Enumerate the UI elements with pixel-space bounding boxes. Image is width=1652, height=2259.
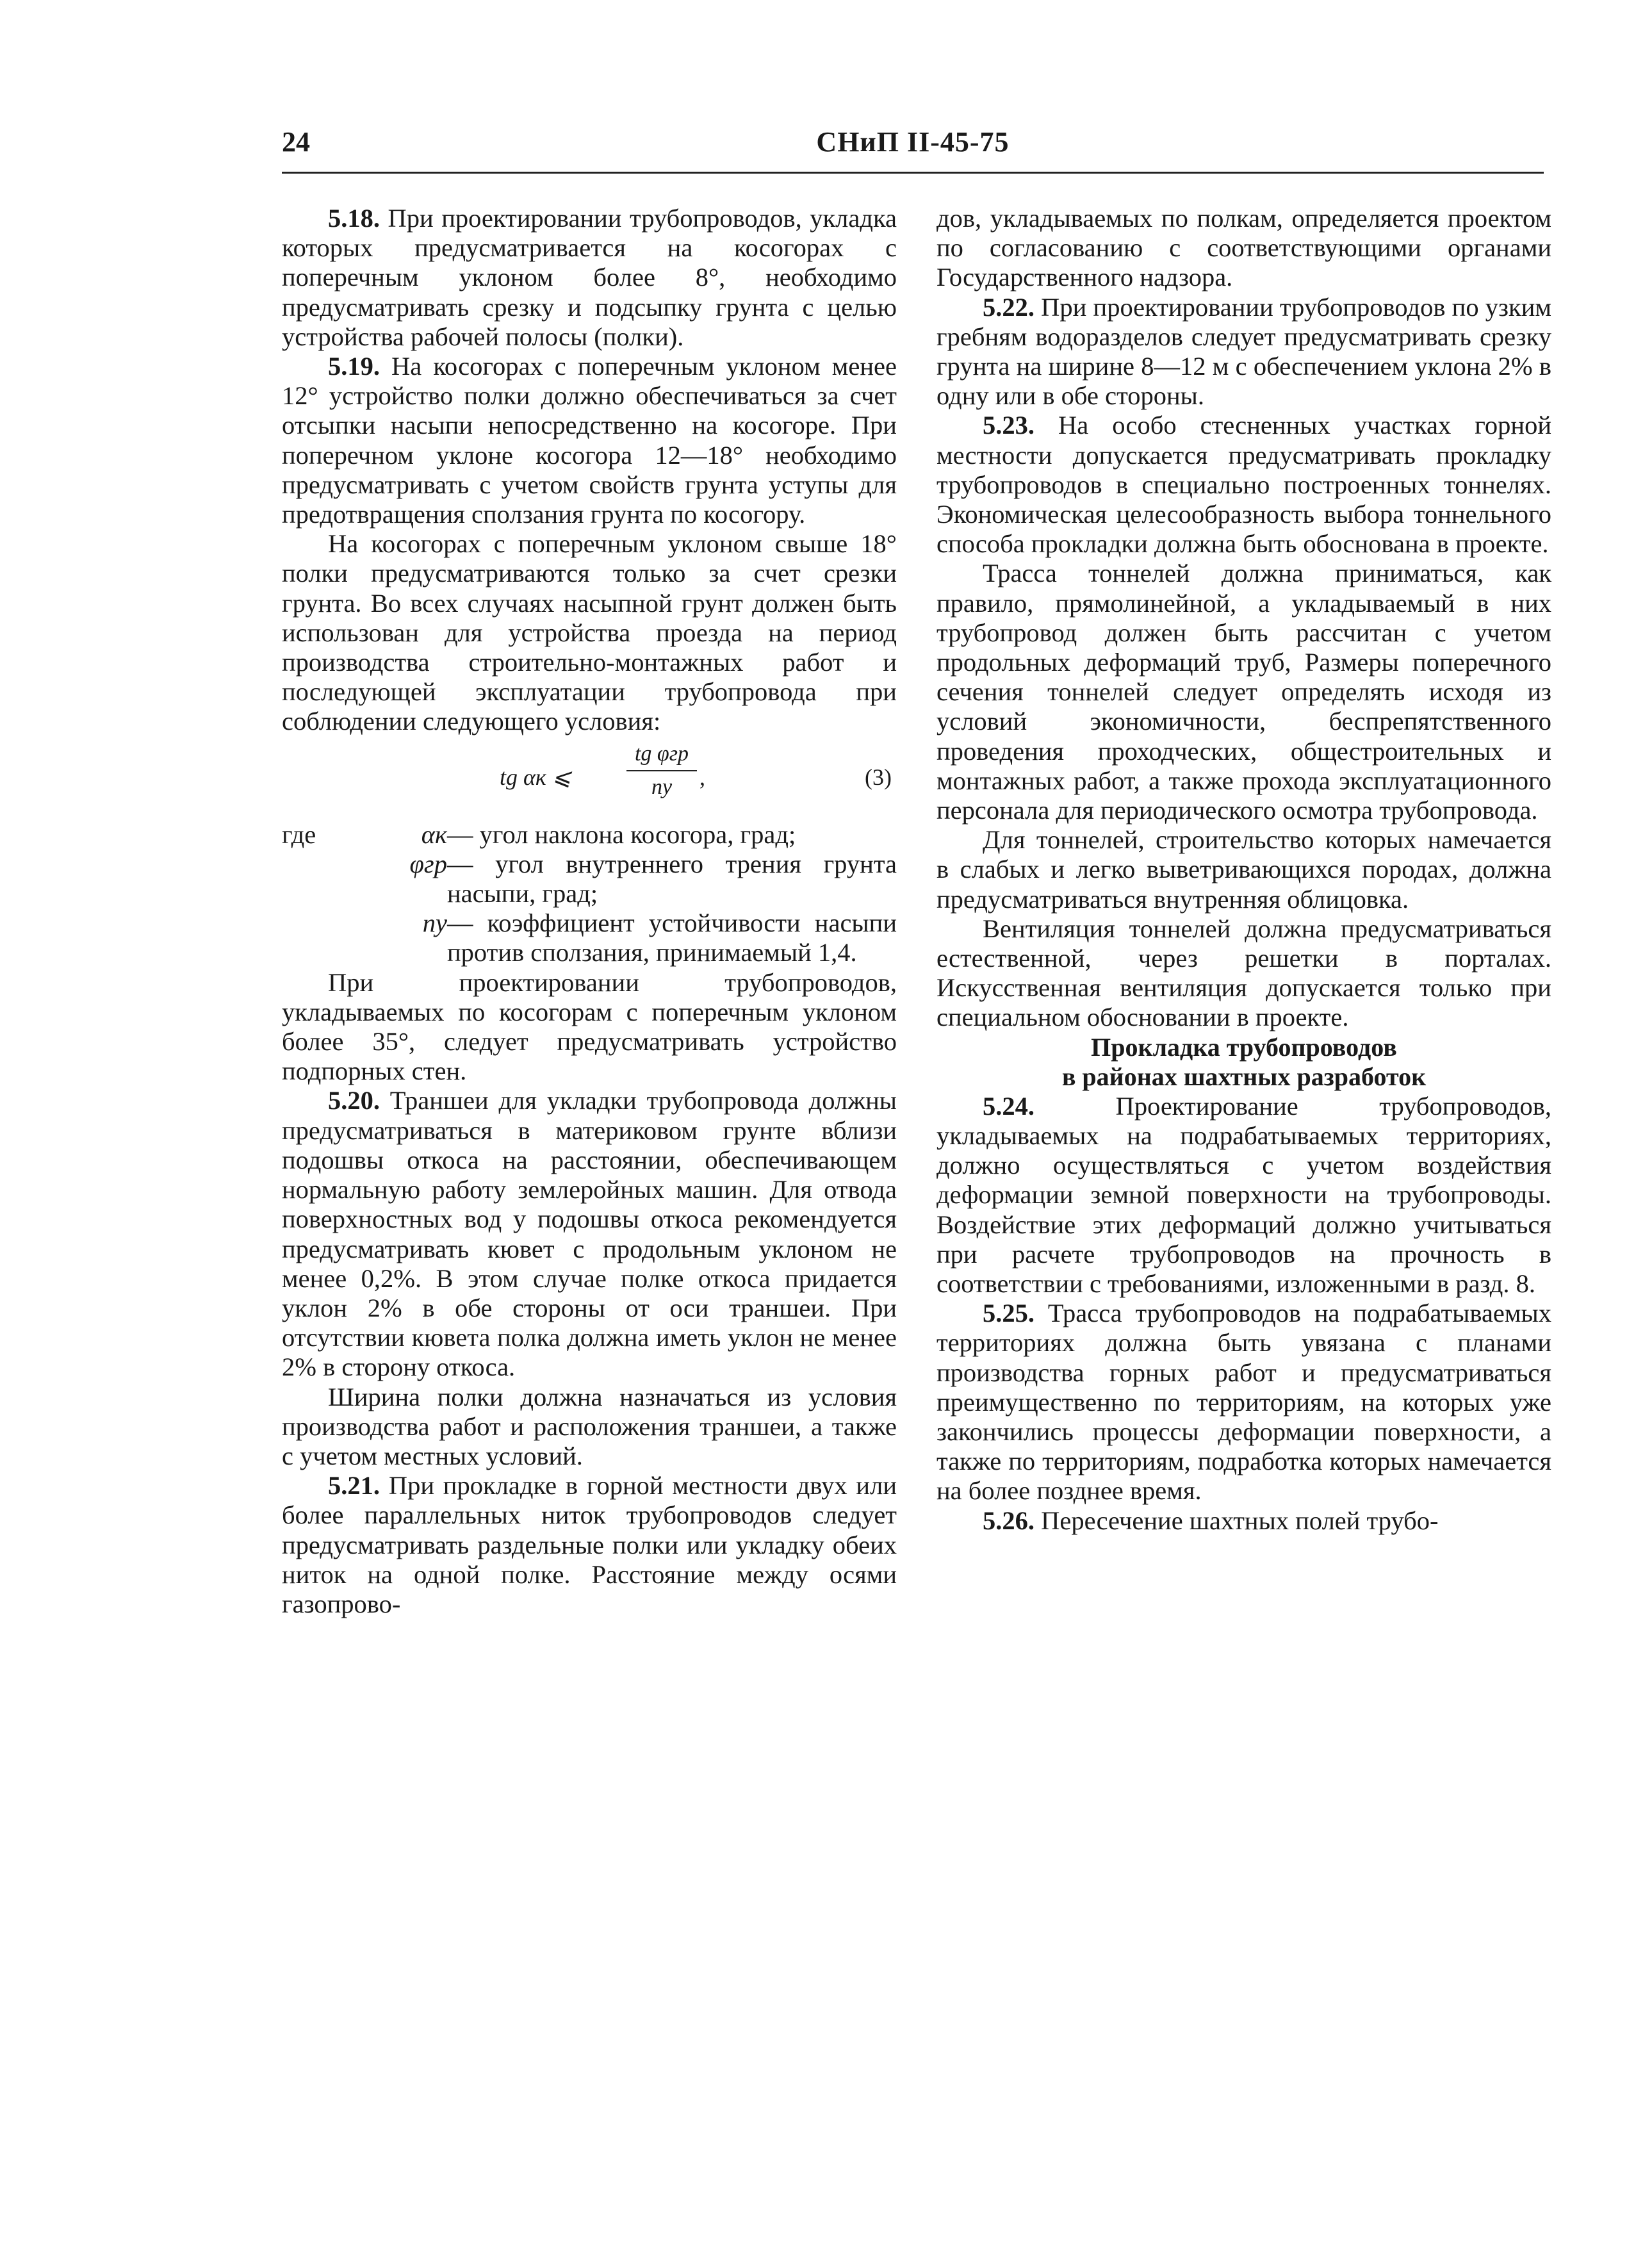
symbol-phi: φгр: [409, 849, 447, 878]
clause-5-26: [936, 1506, 1551, 1536]
formula-3: [282, 739, 897, 816]
paragraph-slope-18: На косогорах с поперечным уклоном свыше 18° полки предусматриваются только за счет срезки грунта. Во всех случаях насыпной грунт должен быть использован для устройства проезда на период производства строительно-монтажных работ и последующей эксплуатации трубопровода при соблюдении следующего условия:: [282, 529, 897, 736]
clause-5-22: [936, 293, 1551, 411]
where-text: — угол наклона косогора, град;: [447, 819, 796, 849]
clause-text: На особо стесненных участках горной местности допускается предусматривать прокладку трубопроводов в специально построенных тоннелях. Экономическая целесообразность выбора тоннельного способа прокладки должна быть обоснована в проекте.: [936, 411, 1551, 559]
paragraph-tunnel-route: Трасса тоннелей должна приниматься, как правило, прямолинейной, а укладываемый в них трубопровод должен быть рассчитан с учетом продольных деформаций труб, Размеры поперечного сечения тоннелей следует определять исходя из условий экономичности, беспрепятственного проведения проходческих, общестроительных и монтажных работ, а также прохода эксплуатационного персонала для периодического осмотра трубопровода.: [936, 559, 1551, 825]
clause-text: Пересечение шахтных полей трубо-: [1035, 1506, 1439, 1535]
clause-text: При проектировании трубопроводов по узким гребням водоразделов следует предусматривать срезку грунта на ширине 8—12 м с обеспечением уклона 2% в одну или в обе стороны.: [936, 292, 1551, 411]
heading-line-1: Прокладка трубопроводов: [1091, 1032, 1397, 1062]
clause-number: 5.19.: [328, 352, 380, 381]
where-item-alpha: [282, 820, 897, 850]
clause-text: Трасса трубопроводов на подрабатываемых территориях должна быть увязана с планами производства горных работ и предусматриваться преимущественно по территориям, на которых уже закончились процессы деформации поверхности, а также по территориям, подработка которых намечается на более позднее время.: [936, 1299, 1551, 1506]
page-number: 24: [282, 126, 310, 158]
where-text: — угол внутреннего трения грунта насыпи, град;: [447, 849, 897, 908]
left-column: [282, 204, 897, 1619]
running-title: СНиП II-45-75: [816, 126, 1010, 158]
clause-5-25: [936, 1299, 1551, 1506]
clause-5-19: [282, 352, 897, 529]
where-block: [282, 820, 897, 968]
clause-number: 5.21.: [328, 1471, 380, 1500]
formula-number: (3): [865, 764, 892, 790]
paragraph-tunnel-weak-rock: Для тоннелей, строительство которых намечается в слабых и легко выветривающихся породах, должна предусматриваться внутренняя облицовка.: [936, 825, 1551, 914]
paragraph-shelf-width: Ширина полки должна назначаться из условия производства работ и расположения траншеи, а также с учетом местных условий.: [282, 1382, 897, 1470]
clause-5-21: [282, 1471, 897, 1619]
where-item-phi: [282, 850, 897, 908]
paragraph-continuation: дов, укладываемых по полкам, определяется проектом по согласованию с соответствующими органами Государственного надзора.: [936, 204, 1551, 292]
section-heading: [936, 1033, 1551, 1092]
formula-numerator: tg φгр: [626, 739, 697, 771]
page-header: [282, 126, 1544, 170]
where-text: — коэффициент устойчивости насыпи против сползания, принимаемый 1,4.: [447, 908, 897, 967]
right-column: [936, 204, 1551, 1536]
formula-comma: ,: [699, 764, 705, 790]
formula-denominator: nу: [651, 775, 673, 799]
symbol-alpha: αк: [421, 819, 447, 849]
clause-number: 5.24.: [983, 1091, 1035, 1121]
clause-number: 5.18.: [328, 204, 380, 233]
heading-line-2: в районах шахтных разработок: [1061, 1062, 1427, 1091]
clause-5-20: [282, 1086, 897, 1382]
formula-fraction: [626, 739, 697, 802]
clause-text: При проектировании трубопроводов, укладка которых предусматривается на косогорах с поперечным уклоном более 8°, необходимо предусматривать срезку и подсыпку грунта с целью устройства рабочей полосы (полки).: [282, 204, 897, 351]
clause-text: Проектирование трубопроводов, укладываемых на подрабатываемых территориях, должно осуществляться с учетом воздействия деформации земной поверхности на трубопроводы. Воздействие этих деформаций должно учитываться при расчете трубопроводов на прочность в соответствии с требованиями, изложенными в разд. 8.: [936, 1091, 1551, 1298]
clause-5-18: [282, 204, 897, 352]
clause-text: Траншеи для укладки трубопровода должны предусматриваться в материковом грунте вблизи подошвы откоса на расстоянии, обеспечивающем нормальную работу землеройных машин. Для отвода поверхностных вод у подошвы откоса рекомендуется предусматривать кювет с продольным уклоном не менее 0,2%. В этом случае полке откоса придается уклон 2% в обе стороны от оси траншеи. При отсутствии кювета полка должна иметь уклон не менее 2% в сторону откоса.: [282, 1086, 897, 1382]
formula-lhs: tg αк ⩽: [500, 764, 571, 790]
clause-number: 5.23.: [983, 411, 1035, 440]
clause-5-24: [936, 1092, 1551, 1299]
clause-text: При прокладке в горной местности двух или более параллельных ниток трубопроводов следует предусматривать раздельные полки или укладку обеих ниток на одной полке. Расстояние между осями газопрово-: [282, 1471, 897, 1618]
clause-number: 5.26.: [983, 1506, 1035, 1535]
where-word: где: [282, 819, 316, 849]
paragraph-ventilation: Вентиляция тоннелей должна предусматриваться естественной, через решетки в порталах. Искусственная вентиляция допускается только при специальном обосновании в проекте.: [936, 914, 1551, 1032]
clause-number: 5.25.: [983, 1299, 1035, 1328]
paragraph-retaining-walls: При проектировании трубопроводов, укладываемых по косогорам с поперечным уклоном более 35°, следует предусматривать устройство подпорных стен.: [282, 967, 897, 1086]
clause-text: На косогорах с поперечным уклоном менее 12° устройство полки должно обеспечиваться за счет отсыпки насыпи непосредственно на косогоре. При поперечном уклоне косогора 12—18° необходимо предусматривать с учетом свойств грунта уступы для предотвращения сползания грунта по косогору.: [282, 352, 897, 529]
where-item-n: [282, 908, 897, 967]
header-rule: [282, 172, 1544, 174]
symbol-n: nу: [422, 908, 447, 938]
clause-number: 5.22.: [983, 292, 1035, 322]
clause-5-23: [936, 411, 1551, 559]
clause-number: 5.20.: [328, 1086, 380, 1115]
